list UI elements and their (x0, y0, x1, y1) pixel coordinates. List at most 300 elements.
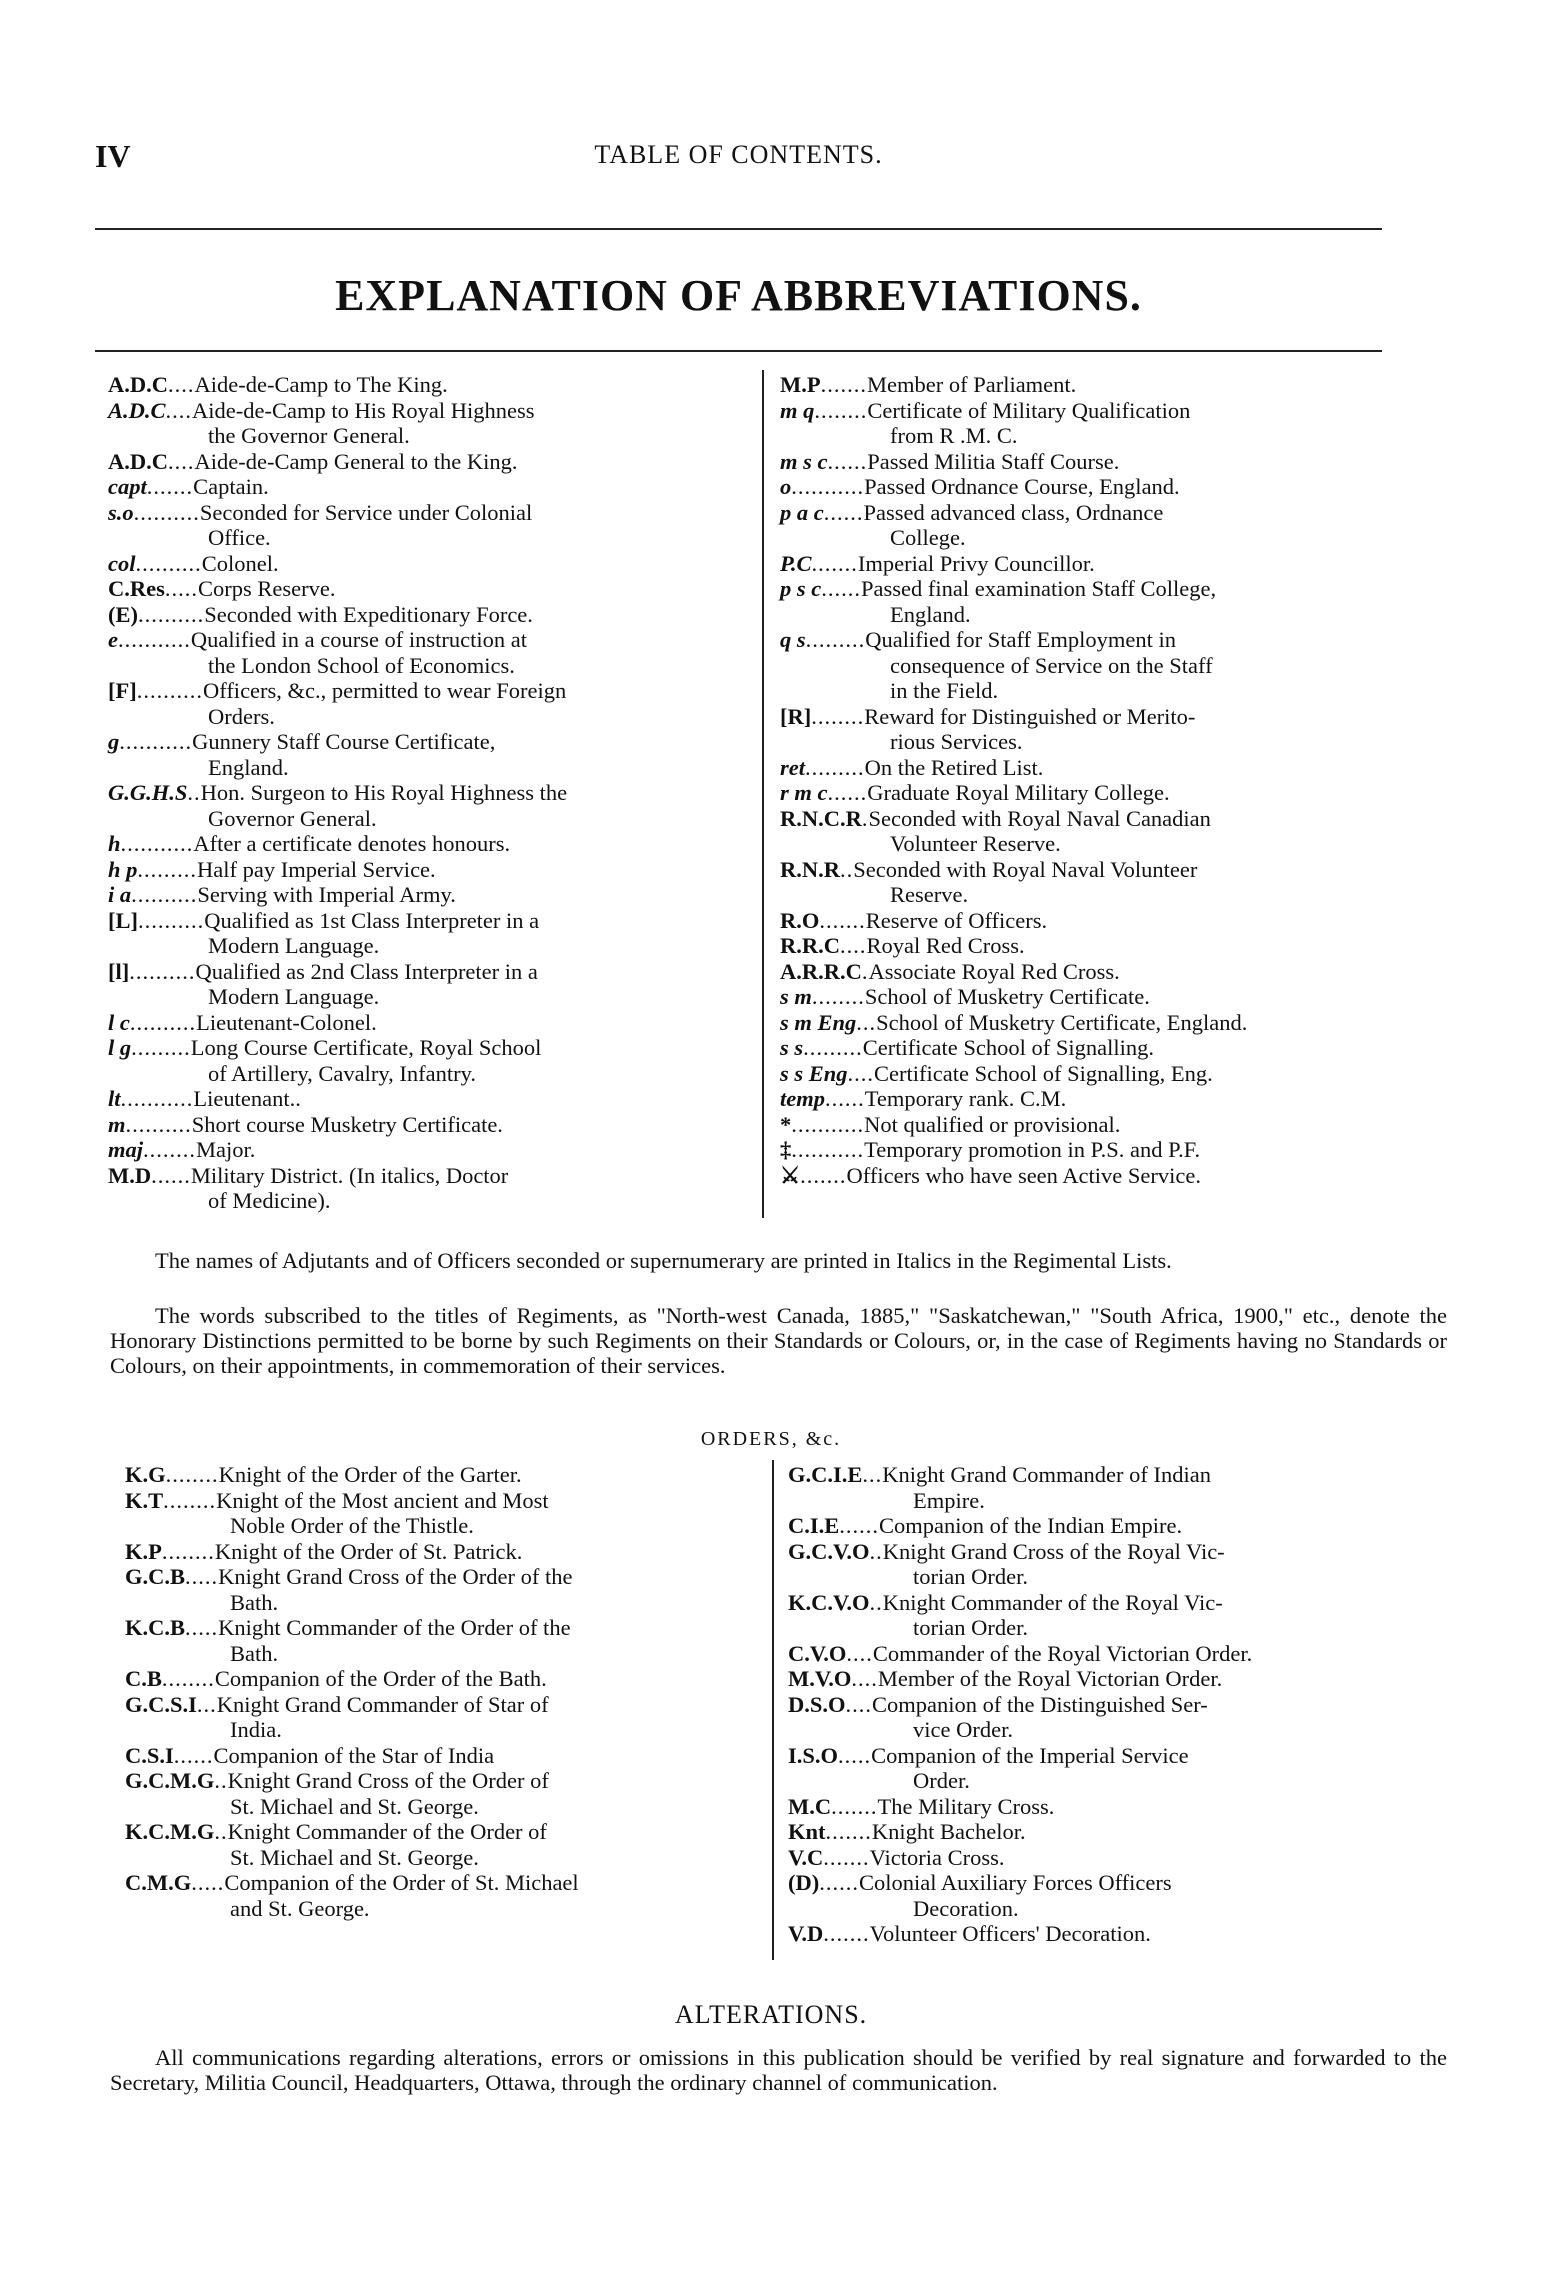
definition-continuation: torian Order. (913, 1564, 1028, 1589)
abbreviation-definition: Long Course Certificate, Royal School (190, 1035, 542, 1060)
abbreviation-definition: After a certificate denotes honours. (193, 831, 511, 856)
abbreviation-entry (788, 1921, 1458, 1947)
abbreviation-code: K.C.V.O (788, 1589, 870, 1615)
abbreviation-code: G.G.H.S (108, 780, 188, 805)
definition-continuation: Volunteer Reserve. (890, 831, 1061, 856)
abbreviation-code: [R] (780, 703, 812, 729)
abbreviation-entry (108, 1010, 748, 1036)
dot-leader: ........ (143, 1137, 197, 1162)
dot-leader: ........ (165, 1462, 219, 1487)
abbreviation-code: A.R.R.C (780, 958, 862, 984)
definition-continuation: Reserve. (890, 882, 969, 907)
abbreviation-code: C.V.O (788, 1640, 847, 1666)
header-rule (95, 228, 1382, 230)
definition-continuation: rious Services. (890, 729, 1023, 754)
abbreviation-code: m (108, 1111, 126, 1137)
definition-continuation: Modern Language. (208, 984, 380, 1009)
abbreviation-code: K.P (125, 1538, 162, 1564)
abbreviation-definition: Colonial Auxiliary Forces Officers (858, 1870, 1172, 1895)
orders-right-column (788, 1462, 1458, 1947)
abbreviation-code: [L] (108, 907, 138, 933)
dot-leader: ........... (120, 1086, 194, 1111)
abbreviation-code: G.C.M.G (125, 1768, 215, 1793)
dot-leader: .. (869, 1538, 883, 1564)
abbreviation-entry (108, 780, 748, 831)
dot-leader: ...... (823, 499, 864, 525)
dot-leader: .......... (133, 499, 200, 525)
abbreviation-definition: Passed final examination Staff College, (861, 576, 1217, 601)
abbreviation-definition: Aide-de-Camp General to the King. (194, 448, 518, 474)
abbreviation-code: R.N.C.R (780, 805, 862, 831)
definition-continuation: St. Michael and St. George. (230, 1844, 479, 1870)
abbreviation-code: * (780, 1111, 792, 1137)
dot-leader: .. (187, 780, 201, 805)
dot-leader: ......... (137, 856, 198, 882)
abbreviation-entry (108, 627, 748, 678)
abbreviation-entry (788, 1590, 1458, 1641)
page-number: IV (95, 138, 131, 174)
definition-continuation: Bath. (230, 1640, 279, 1666)
abbreviation-code: p a c (780, 499, 824, 525)
abbreviation-definition: Seconded with Royal Naval Canadian (868, 805, 1211, 831)
abbreviation-entry (788, 1462, 1458, 1513)
dot-leader: ......... (131, 1035, 191, 1060)
abbreviation-code: m q (780, 397, 815, 423)
dot-leader: ..... (185, 1615, 219, 1640)
dot-leader: ....... (800, 1162, 847, 1188)
abbreviation-code: p s c (780, 576, 822, 601)
abbreviation-code: R.O (780, 907, 820, 933)
abbreviation-definition: Knight Commander of the Order of (227, 1819, 547, 1844)
abbreviation-code: V.D (788, 1921, 824, 1946)
abbreviation-definition: Aide-de-Camp to His Royal Highness (192, 397, 535, 423)
definition-continuation: England. (208, 754, 289, 780)
running-head (95, 138, 1382, 178)
abbreviation-definition: Knight of the Order of St. Patrick. (214, 1538, 523, 1564)
abbreviation-code: h (108, 831, 121, 856)
abbreviation-definition: Certificate of Military Qualification (867, 397, 1191, 423)
abbreviation-entry (788, 1641, 1458, 1667)
abbreviation-definition: Officers, &c., permitted to wear Foreign (202, 678, 567, 703)
abbreviation-entry (108, 372, 748, 398)
abbreviation-definition: Reserve of Officers. (865, 907, 1048, 933)
abbreviation-entry (780, 372, 1445, 398)
abbreviation-entry (108, 908, 748, 959)
dot-leader: .... (168, 372, 195, 397)
dot-leader: .......... (136, 678, 203, 703)
abbreviation-code: q s (780, 627, 806, 652)
dot-leader: ....... (823, 1921, 870, 1946)
alterations-text: All communications regarding alterations, errors or omissions in this publication should be verified by real signature and forwarded to the Secretary, Militia Council, Headquarters, Ottawa, through the ordinary channel of communication. (110, 2045, 1447, 2095)
definition-continuation: the London School of Economics. (208, 652, 515, 678)
honours-note-text: The words subscribed to the titles of Regiments, as "North-west Canada, 1885," "Saskatchewan," "South Africa, 1900," etc., denote the Honorary Distinctions permitted to be borne by such Regiments on their Standards or Colours, or, in the case of Regiments having no Standards or Colours, on their appointments, in commemoration of their services. (110, 1303, 1447, 1378)
abbreviation-definition: Seconded with Royal Naval Volunteer (853, 856, 1198, 882)
abbreviation-code: C.Res (108, 576, 165, 601)
abbreviation-code: C.M.G (125, 1870, 192, 1895)
abbreviation-definition: Companion of the Star of India (213, 1742, 495, 1768)
abbreviation-code: K.G (125, 1462, 166, 1487)
abbreviation-definition: Short course Musketry Certificate. (191, 1111, 503, 1137)
abbreviation-definition: Victoria Cross. (869, 1844, 1005, 1870)
abbreviation-definition: Major. (196, 1137, 256, 1162)
abbreviation-entry (780, 1137, 1445, 1163)
definition-continuation: from R .M. C. (890, 423, 1018, 448)
abbreviation-code: (D) (788, 1870, 820, 1895)
dot-leader: . (861, 958, 869, 984)
abbreviation-code: M.P (780, 372, 821, 397)
italics-note-text: The names of Adjutants and of Officers seconded or supernumerary are printed in Italics in the Regimental Lists. (155, 1248, 1172, 1273)
abbreviations-right-column (780, 372, 1445, 1188)
abbreviation-definition: Certificate School of Signalling, Eng. (874, 1060, 1213, 1086)
abbreviation-entry (125, 1539, 765, 1565)
abbreviation-definition: Captain. (193, 474, 269, 499)
abbreviation-code: R.R.C (780, 933, 840, 958)
abbreviation-entry (780, 780, 1445, 806)
definition-continuation: Bath. (230, 1589, 279, 1615)
abbreviation-code: K.T (125, 1487, 164, 1513)
abbreviation-code: I.S.O (788, 1742, 839, 1768)
page-title: EXPLANATION OF ABBREVIATIONS. (335, 271, 1142, 320)
abbreviation-definition: Knight Grand Commander of Star of (216, 1691, 549, 1717)
abbreviation-definition: Passed Ordnance Course, England. (864, 474, 1180, 499)
abbreviation-definition: Temporary rank. C.M. (864, 1086, 1067, 1111)
abbreviation-definition: Knight Commander of the Royal Vic- (882, 1589, 1223, 1615)
abbreviation-code: A.D.C (108, 448, 168, 474)
abbreviation-entry (780, 908, 1445, 934)
abbreviation-entry (780, 1163, 1445, 1189)
abbreviation-definition: Knight Grand Commander of Indian (882, 1462, 1211, 1487)
dot-leader: ........... (120, 831, 194, 856)
abbreviation-entry (125, 1666, 765, 1692)
abbreviation-entry (780, 1086, 1445, 1112)
dot-leader: ........ (161, 1538, 215, 1564)
abbreviation-definition: Serving with Imperial Army. (197, 882, 456, 907)
abbreviation-code: C.I.E (788, 1513, 840, 1538)
abbreviation-definition: School of Musketry Certificate. (864, 984, 1150, 1009)
dot-leader: ........ (814, 397, 868, 423)
dot-leader: ......... (805, 754, 865, 780)
dot-leader: ....... (820, 372, 867, 397)
abbreviation-entry (780, 627, 1445, 704)
abbreviation-entry (788, 1666, 1458, 1692)
dot-leader: .... (165, 397, 193, 423)
abbreviation-definition: Lieutenant-Colonel. (196, 1009, 377, 1035)
abbreviation-definition: Qualified for Staff Employment in (865, 627, 1177, 652)
running-title: TABLE OF CONTENTS. (594, 140, 883, 169)
abbreviation-definition: Member of the Royal Victorian Order. (877, 1666, 1223, 1691)
definition-continuation: Decoration. (913, 1895, 1019, 1921)
abbreviation-entry (108, 678, 748, 729)
definition-continuation: Modern Language. (208, 933, 380, 958)
abbreviation-definition: Qualified as 1st Class Interpreter in a (204, 907, 540, 933)
abbreviation-code: capt (108, 474, 147, 499)
abbreviation-definition: Passed advanced class, Ordnance (863, 499, 1164, 525)
dot-leader: .......... (131, 882, 198, 907)
abbreviation-code: C.S.I (125, 1742, 174, 1768)
abbreviation-code: K.C.B (125, 1615, 186, 1640)
abbreviation-code: M.V.O (788, 1666, 852, 1691)
abbreviation-definition: Corps Reserve. (198, 576, 336, 601)
abbreviation-code: s s Eng (780, 1060, 848, 1086)
abbreviation-code: [l] (108, 958, 130, 984)
abbreviation-entry (125, 1564, 765, 1615)
abbreviation-definition: Knight Grand Cross of the Order of the (218, 1564, 573, 1589)
dot-leader: ..... (164, 576, 198, 601)
abbreviation-definition: Knight Bachelor. (871, 1819, 1026, 1844)
abbreviation-code: ⚔ (780, 1162, 801, 1188)
abbreviation-definition: Qualified as 2nd Class Interpreter in a (195, 958, 538, 984)
dot-leader: .... (847, 1060, 875, 1086)
dot-leader: ....... (825, 1819, 872, 1844)
abbreviation-entry (780, 959, 1445, 985)
dot-leader: ........ (811, 703, 865, 729)
dot-leader: ...... (821, 576, 861, 601)
abbreviation-entry (108, 882, 748, 908)
abbreviation-entry (108, 1086, 748, 1112)
dot-leader: ........... (791, 1111, 865, 1137)
abbreviation-entry (108, 449, 748, 475)
dot-leader: .......... (129, 958, 196, 984)
abbreviation-code: ‡ (780, 1137, 792, 1162)
abbreviation-entry (788, 1819, 1458, 1845)
abbreviation-code: P.C (780, 550, 812, 576)
dot-leader: .......... (138, 907, 205, 933)
dot-leader: ........... (791, 474, 865, 499)
dot-leader: ....... (823, 1844, 870, 1870)
abbreviation-definition: Officers who have seen Active Service. (846, 1162, 1201, 1188)
abbreviation-definition: Lieutenant.. (193, 1086, 301, 1111)
abbreviation-entry (125, 1462, 765, 1488)
dot-leader: .... (845, 1691, 873, 1717)
dot-leader: ... (196, 1691, 217, 1717)
abbreviation-entry (780, 704, 1445, 755)
abbreviation-definition: Member of Parliament. (866, 372, 1077, 397)
abbreviation-entry (108, 602, 748, 628)
abbreviation-entry (780, 806, 1445, 857)
abbreviation-entry (108, 1163, 748, 1214)
abbreviation-entry (780, 933, 1445, 959)
dot-leader: .......... (138, 601, 205, 627)
abbreviation-entry (108, 1112, 748, 1138)
dot-leader: .. (869, 1589, 883, 1615)
abbreviation-code: h p (108, 856, 138, 882)
abbreviation-code: G.C.V.O (788, 1538, 870, 1564)
dot-leader: .......... (129, 1009, 197, 1035)
definition-continuation: Order. (913, 1768, 970, 1793)
abbreviation-definition: Companion of the Distinguished Ser- (872, 1691, 1208, 1717)
definition-continuation: torian Order. (913, 1615, 1028, 1640)
abbreviation-entry (108, 500, 748, 551)
alterations-note (110, 2045, 1447, 2095)
dot-leader: ........... (791, 1137, 865, 1162)
abbreviation-entry (108, 398, 748, 449)
abbreviation-code: Knt (788, 1819, 826, 1844)
dot-leader: ..... (838, 1742, 872, 1768)
dot-leader: ....... (146, 474, 194, 499)
dot-leader: ...... (151, 1162, 191, 1188)
abbreviations-left-column (108, 372, 748, 1214)
dot-leader: ...... (827, 448, 868, 474)
abbreviation-definition: Knight of the Order of the Garter. (218, 1462, 522, 1487)
orders-left-column (125, 1462, 765, 1921)
abbreviation-code: M.D (108, 1162, 152, 1188)
abbreviation-entry (780, 398, 1445, 449)
abbreviation-code: G.C.S.I (125, 1691, 197, 1717)
abbreviation-code: m s c (780, 448, 828, 474)
abbreviation-code: s s (780, 1035, 804, 1060)
abbreviation-code: (E) (108, 601, 138, 627)
definition-continuation: of Artillery, Cavalry, Infantry. (208, 1060, 477, 1086)
abbreviation-code: maj (108, 1137, 144, 1162)
definition-continuation: Orders. (208, 703, 275, 729)
abbreviation-entry (125, 1692, 765, 1743)
dot-leader: .... (851, 1666, 878, 1691)
abbreviation-definition: Knight Grand Cross of the Royal Vic- (882, 1538, 1225, 1564)
abbreviation-entry (108, 1035, 748, 1086)
abbreviation-entry (788, 1870, 1458, 1921)
abbreviation-code: r m c (780, 780, 828, 805)
definition-continuation: England. (890, 601, 971, 627)
definition-continuation: the Governor General. (208, 423, 410, 448)
dot-leader: ..... (191, 1870, 225, 1895)
abbreviation-code: s m (780, 984, 812, 1009)
definition-continuation: Office. (208, 525, 271, 550)
dot-leader: .. (214, 1819, 228, 1844)
abbreviation-code: s m Eng (780, 1009, 857, 1035)
orders-heading: ORDERS, &c. (700, 1428, 842, 1450)
abbreviation-entry (780, 1035, 1445, 1061)
dot-leader: ........ (811, 984, 865, 1009)
dot-leader: ... (856, 1009, 877, 1035)
abbreviation-code: l c (108, 1009, 130, 1035)
abbreviation-entry (108, 474, 748, 500)
italics-note (110, 1248, 1447, 1273)
dot-leader: ........ (163, 1487, 217, 1513)
abbreviation-entry (780, 500, 1445, 551)
abbreviation-code: G.C.I.E (788, 1462, 863, 1487)
abbreviation-code: ret (780, 754, 805, 780)
abbreviation-definition: Aide-de-Camp to The King. (194, 372, 448, 397)
dot-leader: ....... (819, 907, 866, 933)
title-rule (95, 350, 1382, 352)
abbreviation-definition: On the Retired List. (864, 754, 1044, 780)
abbreviation-entry (780, 1010, 1445, 1036)
abbreviation-definition: Knight Commander of the Order of the (218, 1615, 571, 1640)
abbreviation-entry (108, 576, 748, 602)
dot-leader: .... (168, 448, 195, 474)
abbreviation-entry (108, 857, 748, 883)
abbreviation-entry (788, 1743, 1458, 1794)
abbreviation-definition: Royal Red Cross. (866, 933, 1025, 958)
abbreviation-entry (780, 551, 1445, 577)
dot-leader: .......... (135, 550, 202, 576)
dot-leader: .... (846, 1640, 873, 1666)
abbreviation-definition: Hon. Surgeon to His Royal Highness the (200, 780, 568, 805)
definition-continuation: St. Michael and St. George. (230, 1793, 479, 1819)
abbreviation-definition: Temporary promotion in P.S. and P.F. (864, 1137, 1201, 1162)
abbreviation-definition: Imperial Privy Councillor. (857, 550, 1095, 576)
abbreviation-definition: Commander of the Royal Victorian Order. (872, 1640, 1253, 1666)
dot-leader: ....... (831, 1793, 878, 1819)
dot-leader: ...... (839, 1513, 880, 1538)
definition-continuation: Noble Order of the Thistle. (230, 1513, 474, 1538)
abbreviation-definition: Knight of the Most ancient and Most (216, 1487, 549, 1513)
abbreviation-entry (780, 576, 1445, 627)
dot-leader: ......... (805, 627, 866, 652)
definition-continuation: Empire. (913, 1487, 985, 1513)
abbreviation-definition: Companion of the Order of St. Michael (224, 1870, 579, 1895)
definition-continuation: Governor General. (208, 805, 377, 831)
abbreviation-definition: Companion of the Imperial Service (871, 1742, 1189, 1768)
abbreviation-definition: Military District. (In italics, Doctor (190, 1162, 509, 1188)
abbreviation-entry (788, 1513, 1458, 1539)
abbreviation-code: s.o (108, 499, 134, 525)
alterations-heading: ALTERATIONS. (674, 2000, 868, 2029)
abbreviation-entry (125, 1488, 765, 1539)
abbreviation-definition: Seconded for Service under Colonial (199, 499, 533, 525)
abbreviation-definition: Graduate Royal Military College. (867, 780, 1170, 805)
abbreviation-code: A.D.C (108, 397, 166, 423)
orders-column-divider (772, 1460, 774, 1960)
abbreviation-entry (125, 1615, 765, 1666)
dot-leader: ... (862, 1462, 883, 1487)
dot-leader: ........... (118, 627, 191, 652)
abbreviation-code: g (108, 729, 120, 754)
definition-continuation: of Medicine). (208, 1188, 331, 1213)
abbreviation-entry (108, 959, 748, 1010)
abbreviation-code: temp (780, 1086, 825, 1111)
definition-continuation: College. (890, 525, 966, 550)
abbreviation-entry (780, 449, 1445, 475)
abbreviation-code: K.C.M.G (125, 1819, 215, 1844)
definition-continuation: consequence of Service on the Staff in the Field. (890, 652, 1213, 703)
abbreviation-entry (788, 1794, 1458, 1820)
abbreviation-entry (788, 1539, 1458, 1590)
dot-leader: .......... (125, 1111, 192, 1137)
honours-note (110, 1303, 1447, 1378)
dot-leader: ........ (161, 1666, 215, 1691)
abbreviation-entry (108, 729, 748, 780)
dot-leader: ...... (173, 1742, 214, 1768)
abbreviation-entry (780, 857, 1445, 908)
abbreviation-entry (780, 474, 1445, 500)
abbreviation-entry (780, 755, 1445, 781)
abbreviation-code: col (108, 550, 136, 576)
abbreviation-code: G.C.B (125, 1564, 186, 1589)
dot-leader: ...... (819, 1870, 859, 1895)
dot-leader: .. (214, 1768, 228, 1793)
abbreviation-code: i a (108, 882, 132, 907)
dot-leader: ....... (811, 550, 858, 576)
abbreviation-definition: Seconded with Expeditionary Force. (204, 601, 533, 627)
abbreviation-code: l g (108, 1035, 132, 1060)
abbreviation-code: lt (108, 1086, 121, 1111)
dot-leader: ..... (185, 1564, 219, 1589)
abbreviation-code: e (108, 627, 118, 652)
dot-leader: .. (840, 856, 854, 882)
dot-leader: .... (840, 933, 867, 958)
dot-leader: . (861, 805, 869, 831)
dot-leader: ......... (803, 1035, 863, 1060)
abbreviation-definition: Volunteer Officers' Decoration. (869, 1921, 1151, 1946)
abbreviation-entry (125, 1743, 765, 1769)
abbreviation-code: M.C (788, 1793, 832, 1819)
definition-continuation: vice Order. (913, 1717, 1013, 1742)
abbreviation-definition: Companion of the Order of the Bath. (214, 1666, 547, 1691)
abbreviation-entry (780, 1061, 1445, 1087)
abbreviation-entry (108, 551, 748, 577)
abbreviation-code: A.D.C (108, 372, 168, 397)
